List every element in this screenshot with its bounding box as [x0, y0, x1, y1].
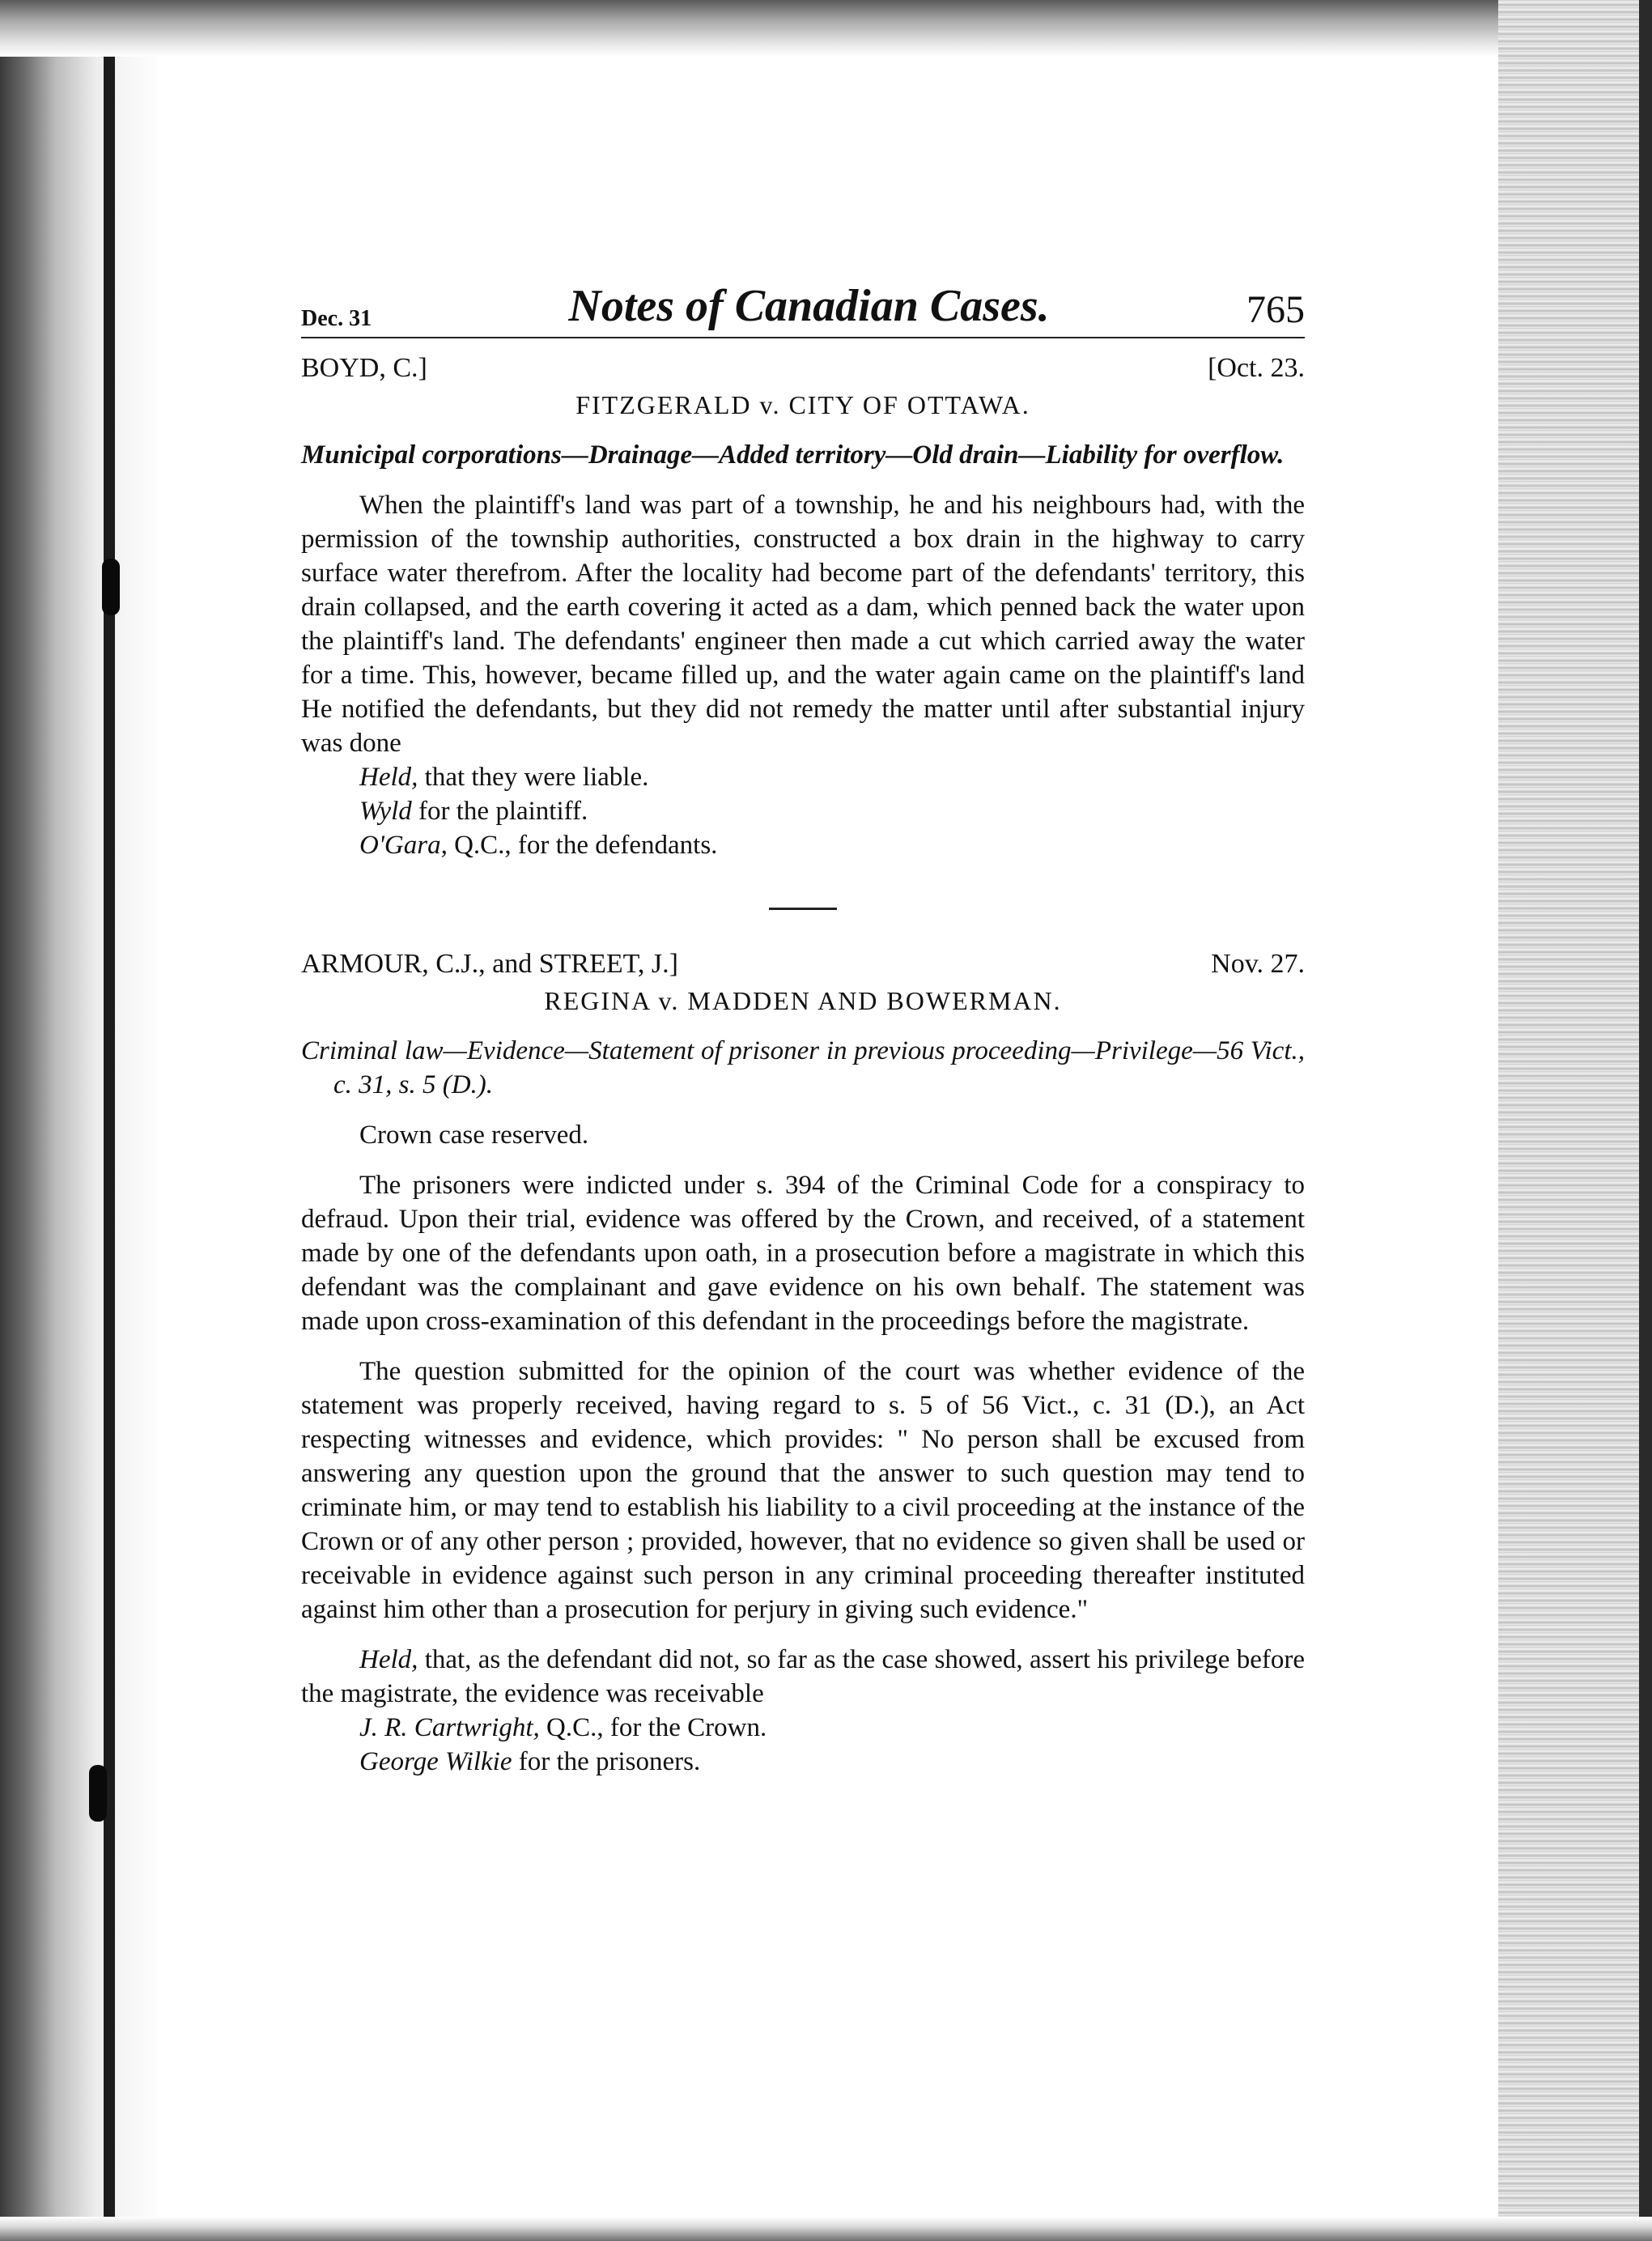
- case-fitzgerald: [301, 353, 1305, 862]
- held-label: Held,: [359, 763, 418, 792]
- case-held: [301, 1643, 1305, 1711]
- crown-case-reserved: Crown case reserved.: [359, 1120, 589, 1150]
- case-judge: BOYD, C.]: [301, 353, 427, 383]
- case-facts: The prisoners were indicted under s. 394 of the Criminal Code for a conspiracy to defraud. Upon their trial, evidence was offered by the Crown, and received, of a statement made by one of the defendants upon oath, in a prosecution before a magistrate in which this defendant was the complainant and gave evidence on his own behalf. The statement was made upon cross-examination of this defendant in the proceedings before the magistrate.: [301, 1171, 1305, 1336]
- case-headnote: Criminal law—Evidence—Statement of prisoner in previous proceeding—Privilege—56 Vict., c. 31, s. 5 (D.).: [301, 1036, 1305, 1099]
- case-header: [301, 353, 1305, 384]
- scan-right-edge: [1639, 0, 1652, 2241]
- binding-hole: [102, 559, 120, 615]
- counsel-prisoners: [301, 1745, 1305, 1779]
- counsel-name: J. R. Cartwright,: [359, 1713, 540, 1742]
- binding-hole: [89, 1765, 107, 1822]
- case-date: Nov. 27.: [1211, 949, 1305, 979]
- case-judges: ARMOUR, C.J., and STREET, J.]: [301, 949, 678, 979]
- case-header: [301, 949, 1305, 980]
- case-held: [301, 760, 1305, 794]
- scan-binding-edge: [104, 0, 115, 2241]
- scan-left-margin: [0, 0, 162, 2241]
- case-regina-v-madden: [301, 949, 1305, 1779]
- document-page: [301, 267, 1305, 1779]
- counsel-defendants: [301, 828, 1305, 862]
- running-head: [301, 267, 1305, 338]
- section-divider: [769, 908, 837, 910]
- counsel-role: for the prisoners.: [512, 1747, 701, 1776]
- case-name: REGINA v. MADDEN AND BOWERMAN.: [544, 986, 1062, 1015]
- counsel-plaintiff: [301, 794, 1305, 828]
- scan-bottom-margin: [0, 2217, 1652, 2241]
- page-number: 765: [1246, 288, 1305, 331]
- scan-right-margin: [1498, 0, 1652, 2241]
- case-facts: When the plaintiff's land was part of a township, he and his neighbours had, with the permission of the township authorities, constructed a box drain in the highway to carry surface water therefrom. After the locality had become part of the defendants' territory, this drain collapsed, and the earth covering it acted as a dam, which penned back the water upon the plaintiff's land. The defendants' engineer then made a cut which carried away the water for a time. This, however, became filled up, and the water again came on the plaintiff's land He notified the defendants, but they did not remedy the matter until after substantial injury was done: [301, 491, 1305, 758]
- held-label: Held,: [359, 1645, 418, 1674]
- held-text: that they were liable.: [418, 763, 649, 792]
- case-question: The question submitted for the opinion of the court was whether evidence of the statement was properly received, having regard to s. 5 of 56 Vict., c. 31 (D.), an Act respecting witnesses and evidence, which provides: " No person shall be excused from answering any question upon the ground that the answer to such question may tend to criminate him, or may tend to establish his liability to a civil proceeding at the instance of the Crown or of any other person ; provided, however, that no evidence so given shall be used or receivable in evidence against such person in any criminal proceeding thereafter instituted against him other than a prosecution for perjury in giving such evidence.": [301, 1357, 1305, 1624]
- counsel-role: Q.C., for the defendants.: [447, 831, 718, 860]
- counsel-name: George Wilkie: [359, 1747, 512, 1776]
- held-text: that, as the defendant did not, so far as the case showed, assert his privilege before the magistrate, the evidence was receivable: [301, 1645, 1305, 1708]
- counsel-crown: [301, 1711, 1305, 1745]
- case-headnote: Municipal corporations—Drainage—Added territory—Old drain—Liability for overflow.: [301, 440, 1285, 470]
- case-name: FITZGERALD v. CITY OF OTTAWA.: [575, 390, 1030, 419]
- scan-top-margin: [0, 0, 1652, 57]
- counsel-role: for the plaintiff.: [411, 797, 588, 826]
- counsel-name: Wyld: [359, 797, 412, 826]
- case-date: [Oct. 23.: [1208, 353, 1305, 383]
- running-head-title: Notes of Canadian Cases.: [568, 281, 1050, 331]
- counsel-role: Q.C., for the Crown.: [539, 1713, 767, 1742]
- counsel-name: O'Gara,: [359, 831, 448, 860]
- running-head-date: Dec. 31: [301, 306, 372, 331]
